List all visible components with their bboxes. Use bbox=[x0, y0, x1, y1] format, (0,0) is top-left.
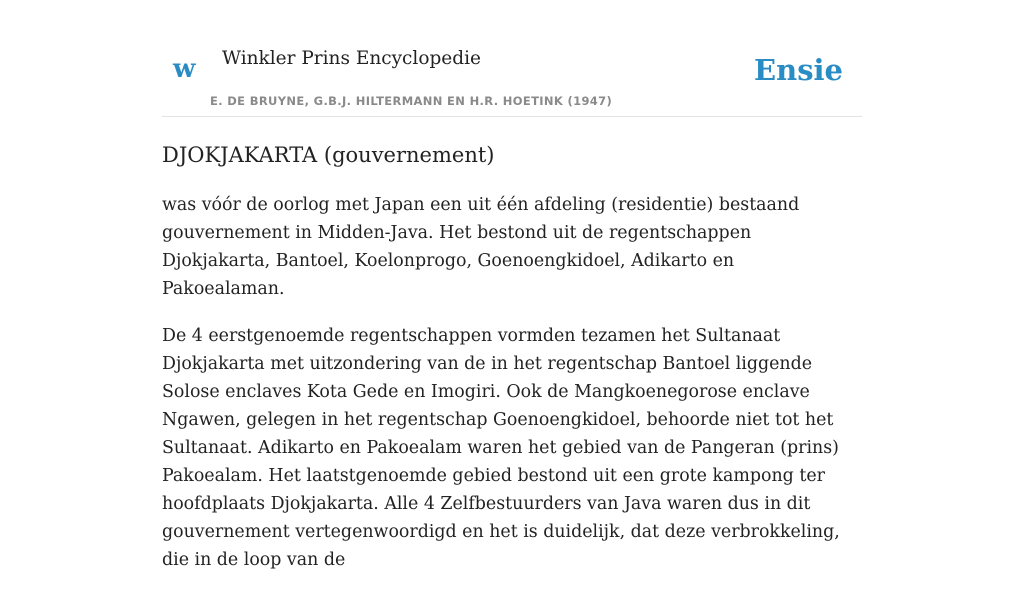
article bbox=[162, 136, 862, 593]
edition-authors: E. DE BRUYNE, G.B.J. HILTERMANN EN H.R. HOETINK (1947) bbox=[210, 94, 613, 108]
paragraph-2: De 4 eerstgenoemde regentschappen vormden tezamen het Sultanaat Djokjakarta met uitzondering van de in het regentschap Bantoel liggende Solose enclaves Kota Gede en Imogiri. Ook de Mangkoenegorose enclave Ngawen, gelegen in het regentschap Goenoengkidoel, behoorde niet tot het Sultanaat. Adikarto en Pakoealam waren het gebied van de Pangeran (prins) Pakoealam. Het laatstgenoemde gebied bestond uit een grote kampong ter hoofdplaats Djokjakarta. Alle 4 Zelfbestuurders van Java waren dus in dit gouvernement vertegenwoordigd en het is duidelijk, dat deze verbrokkeling, die in de loop van de bbox=[162, 326, 840, 570]
winkler-prins-logo[interactable]: w bbox=[173, 54, 196, 84]
site-header bbox=[162, 0, 862, 117]
paragraph-1: was vóór de oorlog met Japan een uit één afdeling (residentie) bestaand gouvernement in Midden-Java. Het bestond uit de regentschappen Djokjakarta, Bantoel, Koelonprogo, Goenoengkidoel, Adikarto en Pakoealaman. bbox=[162, 195, 800, 299]
encyclopedia-title[interactable]: Winkler Prins Encyclopedie bbox=[222, 48, 481, 69]
article-body bbox=[162, 191, 862, 574]
ensie-brand-logo[interactable]: Ensie bbox=[754, 53, 843, 87]
article-title: DJOKJAKARTA (gouvernement) bbox=[162, 143, 495, 167]
